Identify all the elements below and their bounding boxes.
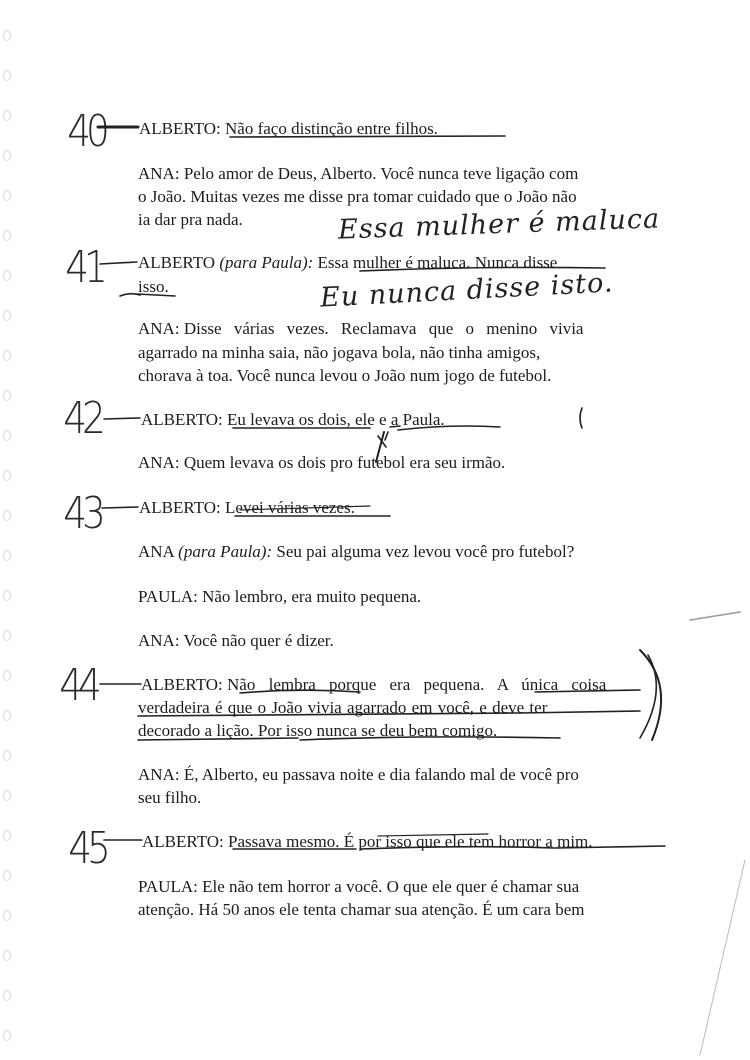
speaker-name: ALBERTO:: [139, 498, 221, 517]
speaker-name: PAULA:: [138, 877, 198, 896]
dialogue-text: Eu levava os dois, ele e a Paula.: [227, 410, 445, 429]
dialogue-line: [138, 764, 579, 785]
dialogue-line: [139, 497, 355, 518]
dialogue-text: Levei várias vezes.: [225, 498, 355, 517]
handwritten-number: 40: [67, 106, 105, 157]
speaker-name: ALBERTO:: [139, 119, 221, 138]
dialogue-line: [142, 831, 593, 852]
dialogue-text: Seu pai alguma vez levou você pro futebol?: [276, 542, 575, 561]
speaker-name: ANA:: [138, 453, 180, 472]
handwritten-number: 45: [68, 823, 106, 874]
dialogue-line: ia dar pra nada.: [138, 210, 243, 229]
dialogue-text: Ele não tem horror a você. O que ele quer é chamar sua: [202, 877, 580, 896]
speaker-name: ANA:: [138, 765, 180, 784]
speaker-name: ANA: [138, 542, 174, 561]
handwritten-note: Essa mulher é maluca: [337, 203, 661, 246]
handwritten-number: 42: [63, 393, 101, 444]
dialogue-text: Disse várias vezes. Reclamava que o menino vivia: [183, 319, 584, 338]
dialogue-line: isso.: [138, 277, 169, 296]
dialogue-line: o João. Muitas vezes me disse pra tomar cuidado que o João não: [138, 187, 577, 206]
dialogue-line: chorava à toa. Você nunca levou o João num jogo de futebol.: [138, 366, 552, 385]
dialogue-line: [138, 541, 574, 562]
dialogue-line: [141, 409, 445, 430]
speaker-name: ANA:: [138, 164, 180, 183]
handwritten-number: 44: [59, 660, 97, 711]
dialogue-text: Essa mulher é maluca. Nunca disse: [317, 253, 558, 272]
dialogue-line: [138, 318, 583, 339]
speaker-name: PAULA:: [138, 587, 198, 606]
stage-direction: (para Paula):: [178, 542, 273, 561]
dialogue-text: Quem levava os dois pro futebol era seu irmão.: [183, 453, 506, 472]
dialogue-line: [138, 163, 578, 184]
dialogue-line: [141, 674, 606, 695]
dialogue-line: decorado a lição. Por isso nunca se deu bem comigo.: [138, 721, 498, 740]
dialogue-line: [138, 630, 334, 651]
speaker-name: ANA:: [138, 631, 180, 650]
speaker-name: ALBERTO:: [141, 410, 223, 429]
dialogue-line: atenção. Há 50 anos ele tenta chamar sua atenção. É um cara bem: [138, 900, 585, 919]
handwritten-number: 41: [65, 242, 103, 293]
dialogue-line: seu filho.: [138, 788, 202, 807]
dialogue-line: verdadeira é que o João vivia agarrado em você, e deve ter: [138, 698, 548, 717]
speaker-name: ALBERTO:: [141, 675, 223, 694]
speaker-name: ALBERTO: [138, 253, 216, 272]
dialogue-line: [138, 452, 505, 473]
speaker-name: ALBERTO:: [142, 832, 224, 851]
dialogue-line: [138, 586, 421, 607]
dialogue-line: [139, 118, 438, 139]
page-edge: [3, 30, 19, 1050]
handwritten-number: 43: [63, 488, 101, 539]
dialogue-text: Você não quer é dizer.: [183, 631, 334, 650]
dialogue-line: agarrado na minha saia, não jogava bola, não tinha amigos,: [138, 343, 541, 362]
dialogue-text: É, Alberto, eu passava noite e dia falando mal de você pro: [183, 765, 579, 784]
speaker-name: ANA:: [138, 319, 180, 338]
dialogue-text: Não faço distinção entre filhos.: [225, 119, 438, 138]
dialogue-line: [138, 252, 557, 273]
dialogue-text: Pelo amor de Deus, Alberto. Você nunca teve ligação com: [183, 164, 579, 183]
stage-direction: (para Paula):: [219, 253, 314, 272]
handwritten-note: Eu nunca disse isto.: [319, 267, 615, 314]
dialogue-text: Não lembra porque era pequena. A única coisa: [227, 675, 607, 694]
dialogue-text: Não lembro, era muito pequena.: [202, 587, 422, 606]
dialogue-text: Passava mesmo. É por isso que ele tem horror a mim.: [228, 832, 593, 851]
dialogue-line: [138, 876, 579, 897]
